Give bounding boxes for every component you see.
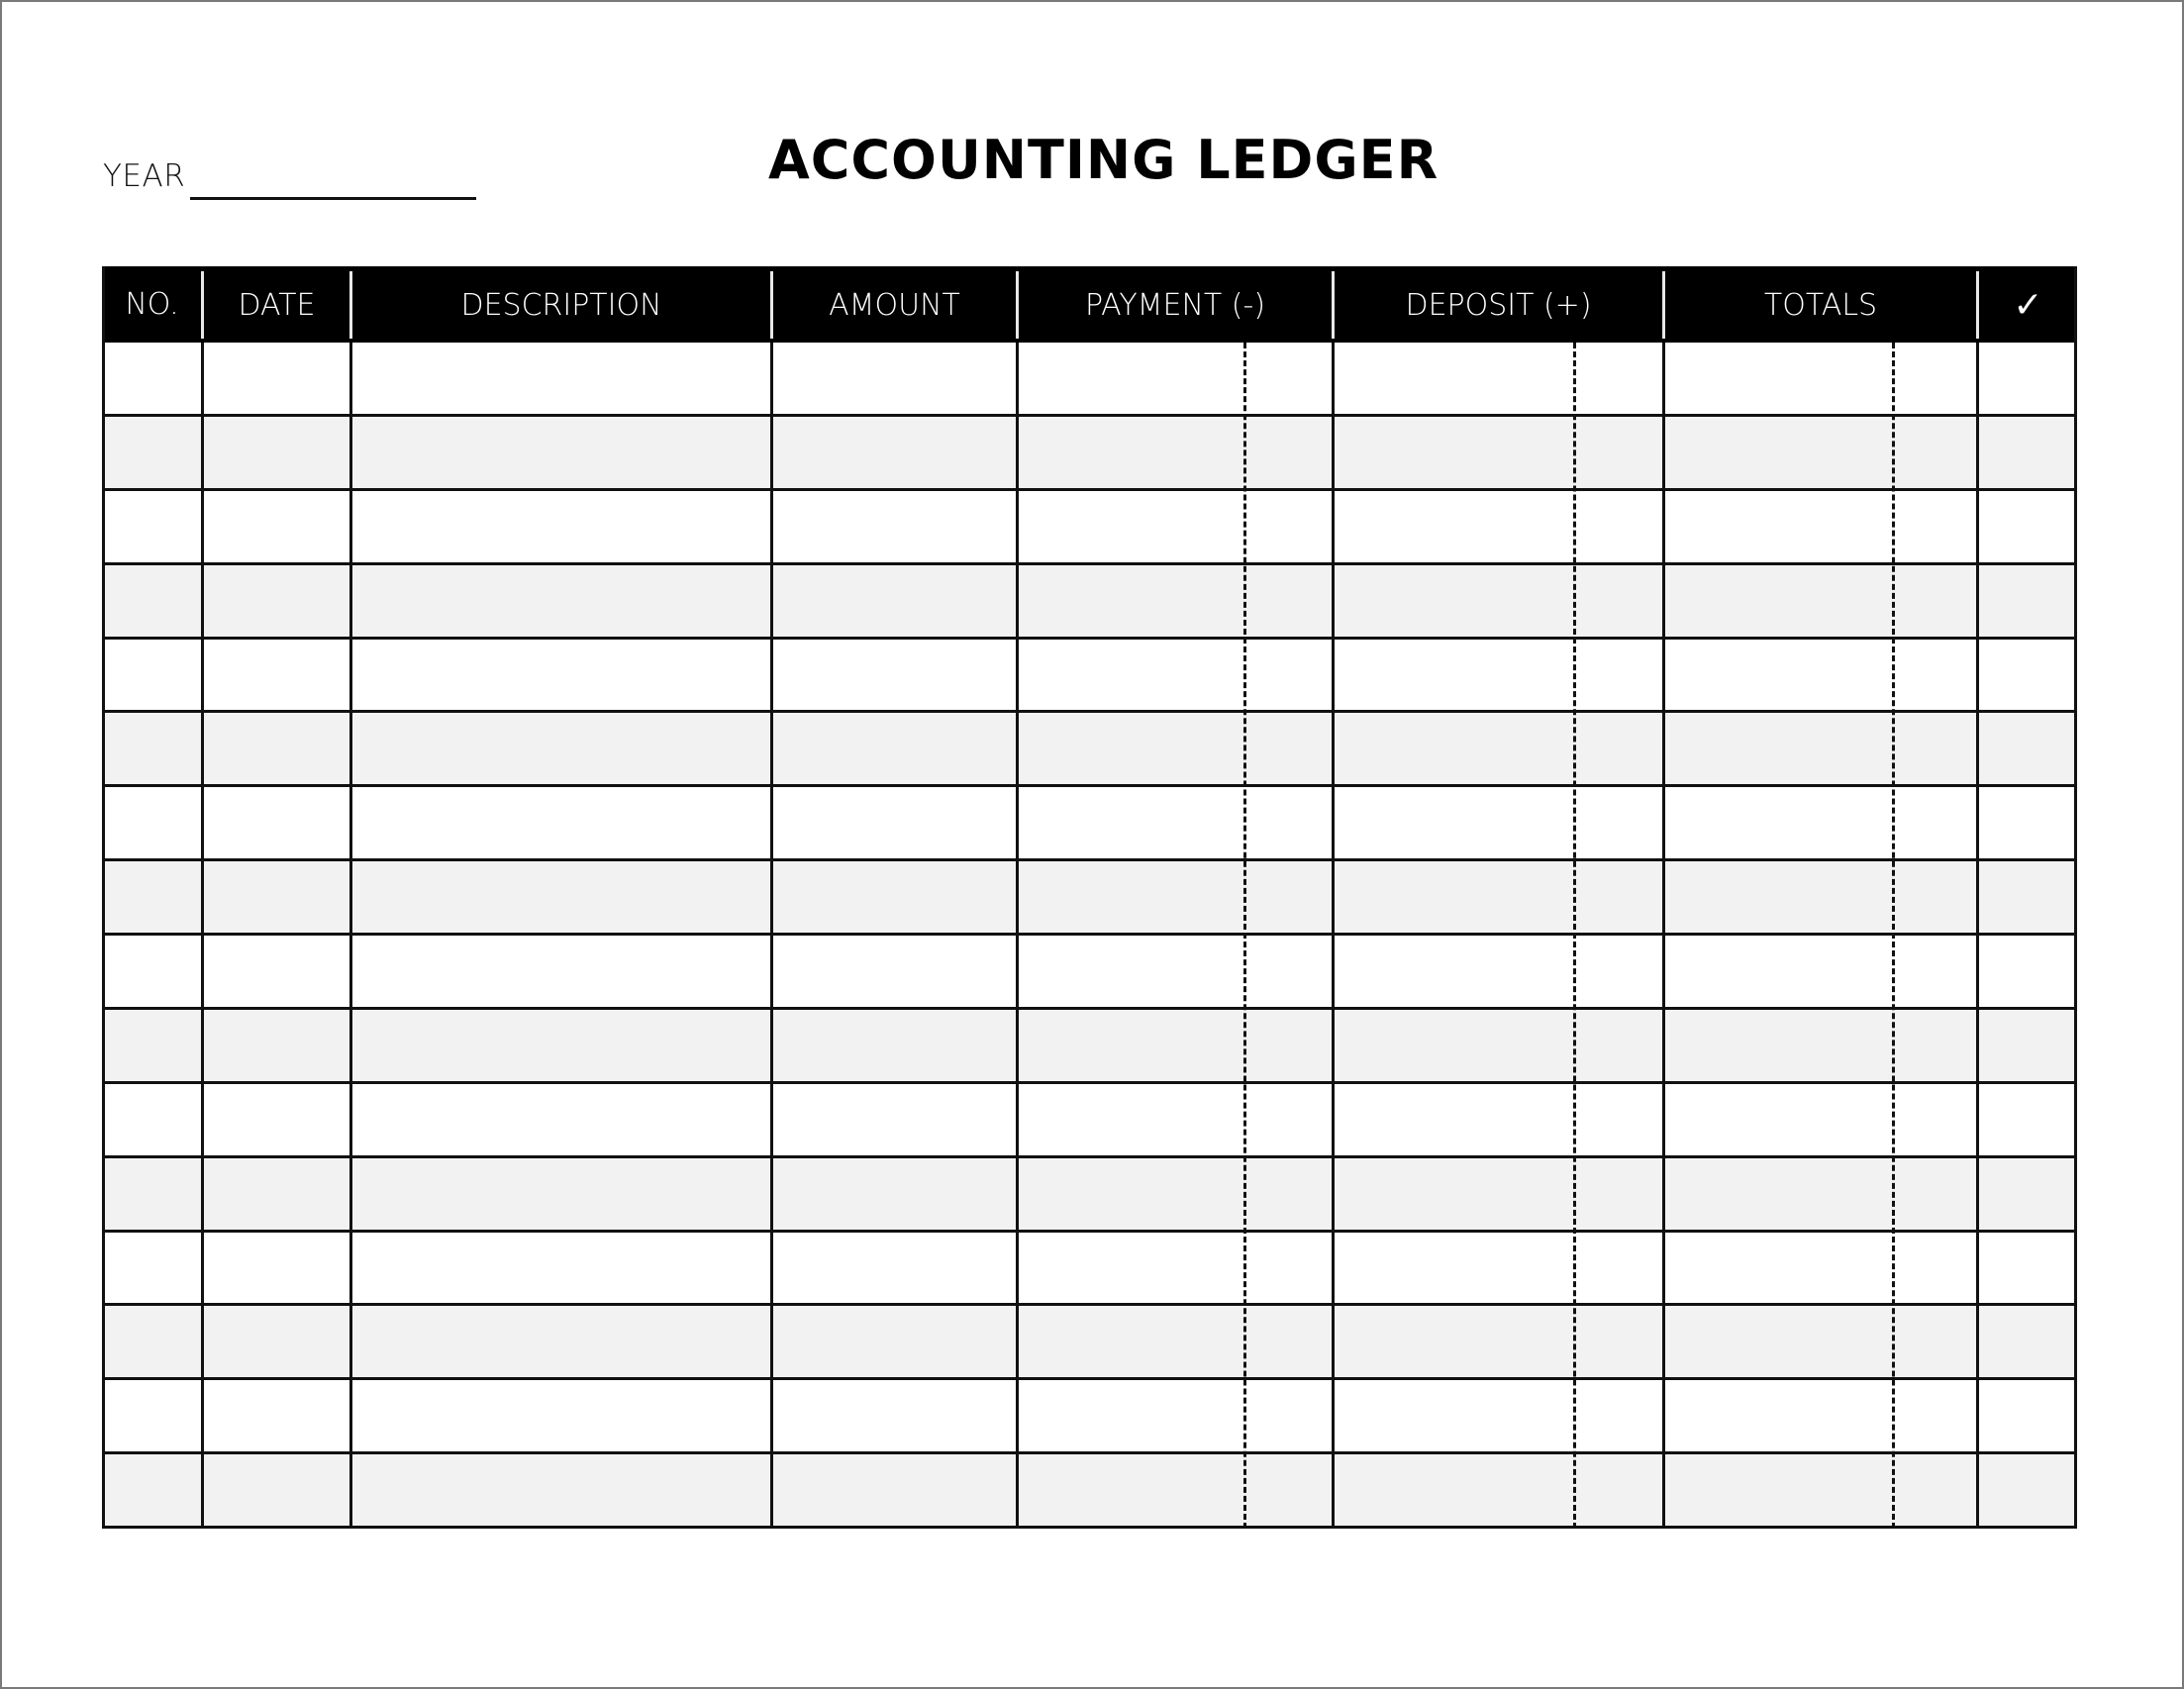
- cell-payment[interactable]: [1019, 343, 1332, 414]
- cell-check[interactable]: [1979, 787, 2077, 858]
- cell-no[interactable]: [105, 1380, 201, 1451]
- cell-date[interactable]: [204, 1306, 349, 1377]
- cell-payment[interactable]: [1019, 861, 1332, 933]
- cell-date[interactable]: [204, 1010, 349, 1081]
- cell-totals[interactable]: [1665, 713, 1976, 784]
- cell-no[interactable]: [105, 565, 201, 637]
- cell-description[interactable]: [352, 640, 770, 711]
- table-row: [102, 1454, 2077, 1529]
- cell-no[interactable]: [105, 936, 201, 1007]
- table-row: [102, 787, 2077, 861]
- cell-description[interactable]: [352, 1306, 770, 1377]
- column-divider: [201, 343, 204, 1529]
- column-header-description: DESCRIPTION: [349, 271, 770, 339]
- cell-amount[interactable]: [773, 1233, 1016, 1304]
- cell-deposit[interactable]: [1335, 1158, 1662, 1230]
- payment-cents-divider: [1243, 343, 1246, 1529]
- cell-check[interactable]: [1979, 861, 2077, 933]
- cell-payment[interactable]: [1019, 491, 1332, 562]
- cell-no[interactable]: [105, 1306, 201, 1377]
- cell-date[interactable]: [204, 1233, 349, 1304]
- cell-totals[interactable]: [1665, 861, 1976, 933]
- cell-deposit[interactable]: [1335, 343, 1662, 414]
- cell-deposit[interactable]: [1335, 1010, 1662, 1081]
- checkmark-icon: ✓: [2013, 284, 2043, 326]
- cell-deposit[interactable]: [1335, 1306, 1662, 1377]
- cell-date[interactable]: [204, 1084, 349, 1155]
- cell-no[interactable]: [105, 417, 201, 488]
- cell-check[interactable]: [1979, 713, 2077, 784]
- cell-date[interactable]: [204, 565, 349, 637]
- column-header-date: DATE: [201, 271, 349, 339]
- cell-no[interactable]: [105, 1084, 201, 1155]
- cell-payment[interactable]: [1019, 1454, 1332, 1526]
- cell-amount[interactable]: [773, 343, 1016, 414]
- cell-no[interactable]: [105, 713, 201, 784]
- cell-totals[interactable]: [1665, 565, 1976, 637]
- cell-amount[interactable]: [773, 787, 1016, 858]
- column-header-totals: TOTALS: [1662, 271, 1976, 339]
- cell-date[interactable]: [204, 713, 349, 784]
- cell-check[interactable]: [1979, 1158, 2077, 1230]
- cell-date[interactable]: [204, 936, 349, 1007]
- cell-totals[interactable]: [1665, 787, 1976, 858]
- column-header-payment: PAYMENT (-): [1016, 271, 1332, 339]
- cell-deposit[interactable]: [1335, 1380, 1662, 1451]
- cell-payment[interactable]: [1019, 565, 1332, 637]
- cell-date[interactable]: [204, 1380, 349, 1451]
- column-divider: [1016, 343, 1019, 1529]
- cell-payment[interactable]: [1019, 1158, 1332, 1230]
- cell-payment[interactable]: [1019, 1233, 1332, 1304]
- cell-totals[interactable]: [1665, 1233, 1976, 1304]
- ledger-table: [102, 266, 2077, 1529]
- cell-check[interactable]: [1979, 491, 2077, 562]
- cell-deposit[interactable]: [1335, 713, 1662, 784]
- cell-no[interactable]: [105, 861, 201, 933]
- cell-check[interactable]: [1979, 1454, 2077, 1526]
- cell-amount[interactable]: [773, 861, 1016, 933]
- cell-totals[interactable]: [1665, 1380, 1976, 1451]
- column-header-deposit: DEPOSIT (+): [1332, 271, 1662, 339]
- cell-date[interactable]: [204, 491, 349, 562]
- cell-deposit[interactable]: [1335, 417, 1662, 488]
- table-row: [102, 1233, 2077, 1307]
- cell-totals[interactable]: [1665, 1306, 1976, 1377]
- page-title: ACCOUNTING LEDGER: [768, 129, 1439, 191]
- cell-check[interactable]: [1979, 1084, 2077, 1155]
- cell-check[interactable]: [1979, 1306, 2077, 1377]
- cell-amount[interactable]: [773, 713, 1016, 784]
- table-row: [102, 565, 2077, 640]
- cell-totals[interactable]: [1665, 343, 1976, 414]
- column-divider: [349, 343, 352, 1529]
- cell-description[interactable]: [352, 565, 770, 637]
- cell-date[interactable]: [204, 861, 349, 933]
- table-right-border: [2074, 266, 2077, 1529]
- cell-payment[interactable]: [1019, 1306, 1332, 1377]
- cell-amount[interactable]: [773, 1084, 1016, 1155]
- cell-no[interactable]: [105, 640, 201, 711]
- cell-amount[interactable]: [773, 565, 1016, 637]
- table-row: [102, 861, 2077, 936]
- table-row: [102, 1306, 2077, 1380]
- cell-description[interactable]: [352, 1010, 770, 1081]
- cell-no[interactable]: [105, 343, 201, 414]
- cell-description[interactable]: [352, 1454, 770, 1526]
- cell-amount[interactable]: [773, 417, 1016, 488]
- cell-date[interactable]: [204, 1158, 349, 1230]
- cell-description[interactable]: [352, 787, 770, 858]
- cell-payment[interactable]: [1019, 640, 1332, 711]
- cell-no[interactable]: [105, 1010, 201, 1081]
- cell-totals[interactable]: [1665, 1158, 1976, 1230]
- table-row: [102, 1010, 2077, 1084]
- table-row: [102, 417, 2077, 491]
- cell-no[interactable]: [105, 491, 201, 562]
- cell-no[interactable]: [105, 1233, 201, 1304]
- table-header: [102, 266, 2077, 343]
- column-header-amount: AMOUNT: [770, 271, 1016, 339]
- cell-check[interactable]: [1979, 1233, 2077, 1304]
- cell-amount[interactable]: [773, 1158, 1016, 1230]
- table-body: [102, 343, 2077, 1529]
- cell-description[interactable]: [352, 491, 770, 562]
- cell-totals[interactable]: [1665, 640, 1976, 711]
- cell-deposit[interactable]: [1335, 861, 1662, 933]
- cell-amount[interactable]: [773, 1380, 1016, 1451]
- table-row: [102, 936, 2077, 1010]
- cell-deposit[interactable]: [1335, 936, 1662, 1007]
- cell-deposit[interactable]: [1335, 1454, 1662, 1526]
- cell-deposit[interactable]: [1335, 640, 1662, 711]
- cell-description[interactable]: [352, 861, 770, 933]
- cell-totals[interactable]: [1665, 936, 1976, 1007]
- cell-no[interactable]: [105, 787, 201, 858]
- table-row: [102, 343, 2077, 417]
- column-divider: [1976, 343, 1979, 1529]
- cell-check[interactable]: [1979, 936, 2077, 1007]
- cell-payment[interactable]: [1019, 417, 1332, 488]
- cell-payment[interactable]: [1019, 936, 1332, 1007]
- cell-payment[interactable]: [1019, 1380, 1332, 1451]
- cell-date[interactable]: [204, 1454, 349, 1526]
- cell-totals[interactable]: [1665, 1084, 1976, 1155]
- cell-amount[interactable]: [773, 640, 1016, 711]
- cell-payment[interactable]: [1019, 1084, 1332, 1155]
- cell-description[interactable]: [352, 1380, 770, 1451]
- cell-date[interactable]: [204, 417, 349, 488]
- year-input-line[interactable]: [190, 197, 476, 200]
- cell-amount[interactable]: [773, 1306, 1016, 1377]
- cell-check[interactable]: [1979, 1380, 2077, 1451]
- cell-payment[interactable]: [1019, 1010, 1332, 1081]
- column-header-no: NO.: [125, 287, 179, 322]
- cell-check[interactable]: [1979, 565, 2077, 637]
- table-row: [102, 713, 2077, 787]
- cell-deposit[interactable]: [1335, 787, 1662, 858]
- cell-deposit[interactable]: [1335, 1084, 1662, 1155]
- cell-description[interactable]: [352, 417, 770, 488]
- cell-check[interactable]: [1979, 417, 2077, 488]
- deposit-cents-divider: [1573, 343, 1576, 1529]
- totals-cents-divider: [1892, 343, 1895, 1529]
- cell-date[interactable]: [204, 343, 349, 414]
- cell-totals[interactable]: [1665, 1010, 1976, 1081]
- cell-check[interactable]: [1979, 1010, 2077, 1081]
- cell-description[interactable]: [352, 1158, 770, 1230]
- cell-check[interactable]: [1979, 343, 2077, 414]
- cell-deposit[interactable]: [1335, 1233, 1662, 1304]
- table-row: [102, 1380, 2077, 1454]
- cell-no[interactable]: [105, 1158, 201, 1230]
- cell-no[interactable]: [105, 1454, 201, 1526]
- column-divider: [1332, 343, 1335, 1529]
- cell-amount[interactable]: [773, 491, 1016, 562]
- cell-check[interactable]: [1979, 640, 2077, 711]
- year-label: YEAR: [103, 158, 186, 194]
- cell-date[interactable]: [204, 787, 349, 858]
- cell-deposit[interactable]: [1335, 491, 1662, 562]
- cell-deposit[interactable]: [1335, 565, 1662, 637]
- cell-amount[interactable]: [773, 1010, 1016, 1081]
- table-row: [102, 1084, 2077, 1158]
- cell-date[interactable]: [204, 640, 349, 711]
- cell-amount[interactable]: [773, 936, 1016, 1007]
- cell-payment[interactable]: [1019, 787, 1332, 858]
- cell-description[interactable]: [352, 343, 770, 414]
- cell-description[interactable]: [352, 713, 770, 784]
- cell-description[interactable]: [352, 1084, 770, 1155]
- cell-totals[interactable]: [1665, 491, 1976, 562]
- table-row: [102, 491, 2077, 565]
- cell-payment[interactable]: [1019, 713, 1332, 784]
- cell-description[interactable]: [352, 1233, 770, 1304]
- column-header-check: [1976, 271, 2077, 339]
- cell-totals[interactable]: [1665, 1454, 1976, 1526]
- cell-description[interactable]: [352, 936, 770, 1007]
- cell-amount[interactable]: [773, 1454, 1016, 1526]
- column-divider: [770, 343, 773, 1529]
- column-divider: [1662, 343, 1665, 1529]
- table-left-border: [102, 266, 105, 1529]
- cell-totals[interactable]: [1665, 417, 1976, 488]
- table-row: [102, 1158, 2077, 1233]
- table-row: [102, 640, 2077, 714]
